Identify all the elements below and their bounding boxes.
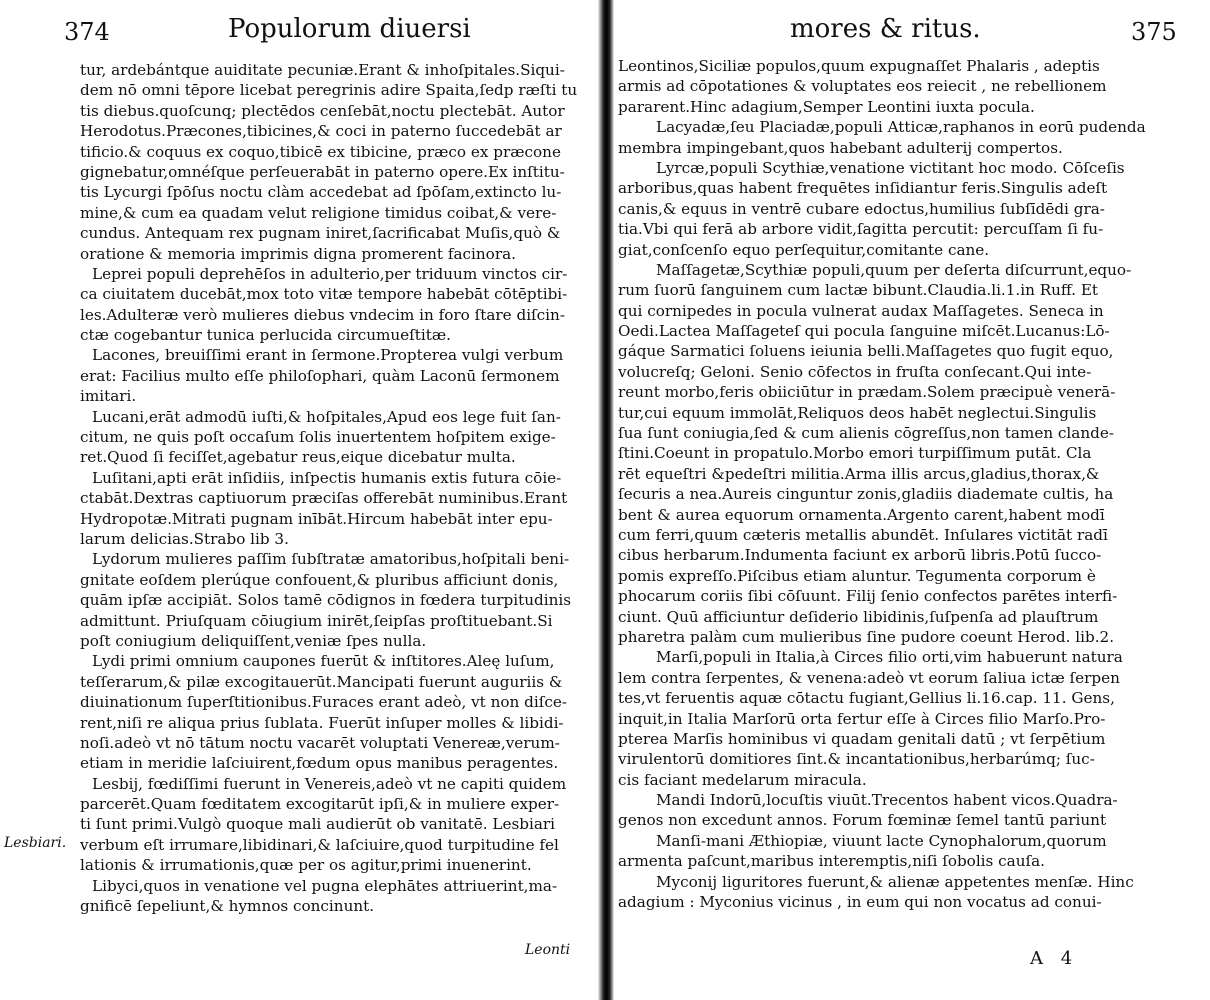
text-line: Leprei populi deprehēſos in adulterio,per triduum vinctos cir- bbox=[92, 264, 568, 283]
text-line: pharetra palàm cum mulieribus ſine pudore coeunt Herod. lib.2. bbox=[618, 627, 1115, 646]
text-line: rum ſuorū ſanguinem cum lactæ bibunt.Claudia.li.1.in Ruff. Et bbox=[618, 281, 1099, 300]
text-line: teſſerarum,& pilæ excogitauerūt.Mancipati fuerunt auguriis & bbox=[80, 672, 563, 691]
text-line: gnificē ſepeliunt,& hymnos concinunt. bbox=[80, 897, 375, 916]
text-line: Mandi Indorū,locuſtis viuūt.Trecentos habent vicos.Quadra- bbox=[656, 791, 1118, 810]
text-line: poſt coniugium deliquiſſent,veniæ ſpes nulla. bbox=[80, 631, 427, 650]
text-line: Lucani,erāt admodū iuſti,& hoſpitales,Apud eos lege fuit ſan- bbox=[92, 407, 561, 426]
text-line: Lesbij, fœdiſſimi fuerunt in Venereis,adeò vt ne capiti quidem bbox=[92, 774, 567, 793]
text-line: pararent.Hinc adagium,Semper Leontini iuxta pocula. bbox=[618, 97, 1035, 116]
text-line: les.Adulteræ verò mulieres diebus vndecim in foro ſtare diſcin- bbox=[80, 305, 565, 324]
text-line: ret.Quod ſi feciſſet,agebatur reus,eique dicebatur multa. bbox=[80, 448, 516, 467]
text-line: armenta paſcunt,maribus interemptis,niſi ſobolis cauſa. bbox=[618, 852, 1046, 871]
text-body bbox=[80, 60, 577, 916]
text-line: Herodotus.Præcones,tibicines,& coci in paterno ſuccedebāt ar bbox=[80, 122, 562, 141]
text-line: lationis & irrumationis,quæ per os agitur,primi inuenerint. bbox=[80, 856, 532, 875]
running-head: Populorum diuersi bbox=[228, 14, 471, 44]
text-line: cum ferri,quum cæteris metallis abundēt. Inſulares victitāt radī bbox=[618, 525, 1108, 544]
text-line: giat,conſcenſo equo perſequitur,comitante cane. bbox=[618, 240, 990, 259]
text-line: Lydi primi omnium caupones fuerūt & inſtitores.Aleę luſum, bbox=[92, 652, 555, 671]
text-line: ſua ſunt coniugia,ſed & cum alienis cōgreſſus,non tamen clande- bbox=[618, 424, 1114, 443]
page-number: 374 bbox=[64, 18, 110, 46]
text-line: arboribus,quas habent frequētes inſidiantur feris.Singulis adeſt bbox=[618, 179, 1108, 198]
text-line: pterea Marſis hominibus vi quadam genitali datū ; vt ſerpētium bbox=[618, 729, 1106, 748]
text-line: ca ciuitatem ducebāt,mox toto vitæ tempore habebāt cōtēptibi- bbox=[80, 285, 568, 304]
text-line: Oedi.Lactea Maſſageteſ qui pocula ſanguine miſcēt.Lucanus:Lō- bbox=[618, 322, 1110, 341]
text-line: Lydorum mulieres paſſim ſubſtratæ amatoribus,hoſpitali beni- bbox=[92, 550, 570, 569]
page-number: 375 bbox=[1131, 18, 1177, 46]
right-page bbox=[612, 0, 1210, 1000]
text-line: Luſitani,apti erāt inſidiis, inſpectis humanis extis futura cōie- bbox=[92, 468, 562, 487]
text-line: larum delicias.Strabo lib 3. bbox=[80, 529, 289, 548]
text-line: cibus herbarum.Indumenta faciunt ex arborū libris.Potū ſucco- bbox=[618, 546, 1102, 565]
text-line: rēt equeſtri &pedeſtri militia.Arma illis arcus,gladius,thorax,& bbox=[618, 464, 1100, 483]
text-line: tur, ardebántque auiditate pecuniæ.Erant & inhoſpitales.Siqui- bbox=[80, 61, 565, 79]
text-line: parcerēt.Quam fœditatem excogitarūt ipſi,& in muliere exper- bbox=[80, 795, 560, 814]
margin-note: Lesbiari. bbox=[4, 835, 67, 851]
running-head: mores & ritus. bbox=[790, 14, 981, 44]
text-line: imitari. bbox=[80, 387, 137, 406]
text-line: Manſi-mani Æthiopiæ, viuunt lacte Cynophalorum,quorum bbox=[656, 831, 1107, 850]
text-line: tia.Vbi qui ferā ab arbore vidit,ſagitta percutit: percuſſam ſi fu- bbox=[618, 220, 1104, 239]
text-line: bent & aurea equorum ornamenta.Argento carent,habent modī bbox=[618, 505, 1105, 524]
text-line: genos non excedunt annos. Forum fœminæ ſemel tantū pariunt bbox=[618, 811, 1107, 830]
text-line: lem contra ſerpentes, & venena:adeò vt eorum ſaliua ictæ ſerpen bbox=[618, 668, 1120, 687]
text-line: verbum eſt irrumare,libidinari,& laſciuire,quod turpitudine fel bbox=[80, 835, 559, 854]
text-line: adagium : Myconius vicinus , in eum qui non vocatus ad conui- bbox=[618, 893, 1102, 912]
text-line: tificio.& coquus ex coquo,tibicē ex tibicine, præco ex præcone bbox=[80, 142, 561, 161]
text-line: admittunt. Priuſquam cōiugium inirēt,ſeipſas proſtituebant.Si bbox=[80, 611, 553, 630]
text-line: volucreſq; Geloni. Senio cōfectos in fruſta conſecant.Qui inte- bbox=[618, 362, 1092, 381]
text-line: phocarum coriis ſibi cōſuunt. Filij ſenio confectos parētes interfi- bbox=[618, 587, 1118, 606]
text-line: ti ſunt primi.Vulgò quoque mali audierūt ob vanitatē. Lesbiari bbox=[80, 815, 555, 834]
text-line: tis Lycurgi ſpōſus noctu clàm accedebat ad ſpōſam,extincto lu- bbox=[80, 183, 562, 202]
text-line: Lacyadæ,ſeu Placiadæ,populi Atticæ,raphanos in eorū pudenda bbox=[656, 118, 1146, 137]
text-line: canis,& equus in ventrē cubare edoctus,humilius ſubſīdēdi gra- bbox=[618, 199, 1105, 218]
text-line: pomis expreſſo.Piſcibus etiam aluntur. Tegumenta corporum è bbox=[618, 566, 1096, 585]
text-line: erat: Facilius multo eſſe philoſophari, quàm Laconū ſermonem bbox=[80, 366, 560, 385]
text-line: virulentorū domitiores ſint.& incantationibus,herbarúmq; ſuc- bbox=[618, 750, 1095, 769]
text-line: Libyci,quos in venatione vel pugna elephātes attriuerint,ma- bbox=[92, 876, 558, 895]
text-line: diuinationum ſuperſtitionibus.Furaces erant adeò, vt non diſce- bbox=[80, 693, 567, 712]
text-line: Maſſagetæ,Scythiæ populi,quum per deſerta diſcurrunt,equo- bbox=[656, 260, 1132, 279]
text-line: gáque Sarmatici ſoluens ieiunia belli.Maſſagetes quo fugit equo, bbox=[618, 342, 1114, 361]
catchword: Leonti bbox=[525, 942, 571, 958]
text-line: gnitate eoſdem plerúque confouent,& pluribus afficiunt donis, bbox=[80, 570, 559, 589]
text-line: membra impingebant,quos habebant adulterij compertos. bbox=[618, 138, 1063, 157]
text-line: Myconij liguritores fuerunt,& alienæ appetentes menſæ. Hinc bbox=[656, 872, 1134, 891]
text-line: Leontinos,Siciliæ populos,quum expugnaſſet Phalaris , adeptis bbox=[618, 57, 1100, 75]
text-line: ciunt. Quū afficiuntur deſiderio libidinis,ſuſpenſa ad plauſtrum bbox=[618, 607, 1099, 626]
text-line: citum, ne quis poſt occaſum ſolis inuertentem hoſpitem exige- bbox=[80, 428, 556, 447]
text-line: tis diebus.quoſcunq; plectēdos cenſebāt,noctu plectebāt. Autor bbox=[80, 101, 565, 120]
text-line: Marſi,populi in Italia,à Circes filio orti,vim habuerunt natura bbox=[656, 648, 1123, 667]
text-line: tur,cui equum immolāt,Reliquos deos habēt neglectui.Singulis bbox=[618, 403, 1097, 422]
text-line: ctabāt.Dextras captiuorum præciſas offerebāt numinibus.Erant bbox=[80, 489, 568, 508]
text-line: ctæ cogebantur tunica perlucida circumueſtitæ. bbox=[80, 326, 451, 345]
text-line: tes,vt feruentis aquæ cōtactu fugiant,Gellius li.16.cap. 11. Gens, bbox=[618, 689, 1115, 708]
text-line: noſi.adeò vt nō tātum noctu vacarēt voluptati Venereæ,verum- bbox=[80, 733, 560, 752]
text-line: reunt morbo,feris obiiciūtur in prædam.Solem præcipuè venerā- bbox=[618, 383, 1116, 402]
text-line: ſtini.Coeunt in propatulo.Morbo emori turpiſſimum putāt. Cla bbox=[618, 444, 1092, 463]
text-line: armis ad cōpotationes & voluptates eos reiecit , ne rebellionem bbox=[618, 77, 1107, 96]
text-line: Lyrcæ,populi Scythiæ,venatione victitant hoc modo. Cōſceſis bbox=[656, 158, 1125, 177]
text-body bbox=[618, 56, 1146, 912]
text-line: oratione & memoria imprimis digna promerent facinora. bbox=[80, 244, 516, 263]
text-line: quām ipſæ accipiāt. Solos tamē cōdignos in fœdera turpitudinis bbox=[80, 591, 572, 610]
text-line: etiam in meridie laſciuirent,fœdum opus manibus peragentes. bbox=[80, 754, 559, 773]
text-line: ſecuris a nea.Aureis cinguntur zonis,gladiis diademate cultis, ha bbox=[618, 485, 1114, 504]
left-page bbox=[0, 0, 604, 1000]
text-line: qui cornipedes in pocula vulnerat audax Maſſagetes. Seneca in bbox=[618, 301, 1104, 320]
text-line: cundus. Antequam rex pugnam iniret,ſacrificabat Muſis,quò & bbox=[80, 224, 561, 243]
text-line: dem nō omni tēpore licebat peregrinis adire Spaita,ſedp ræſti tu bbox=[80, 81, 578, 100]
text-line: rent,niſi re aliqua prius ſublata. Fuerūt inſuper molles & libidi- bbox=[80, 713, 564, 732]
text-line: Hydropotæ.Mitrati pugnam inībāt.Hircum habebāt inter epu- bbox=[80, 509, 553, 528]
text-line: gignebatur,omnéſque perſeuerabāt in paterno opere.Ex inſtitu- bbox=[80, 162, 565, 181]
text-line: inquit,in Italia Marſorū orta fertur eſſe à Circes filio Marſo.Pro- bbox=[618, 709, 1106, 728]
text-line: mine,& cum ea quadam velut religione timidus coibat,& vere- bbox=[80, 203, 557, 222]
text-line: cis faciant medelarum miracula. bbox=[618, 770, 867, 789]
text-line: Lacones, breuiſſimi erant in ſermone.Propterea vulgi verbum bbox=[92, 346, 564, 365]
signature-mark: A 4 bbox=[1030, 948, 1079, 969]
